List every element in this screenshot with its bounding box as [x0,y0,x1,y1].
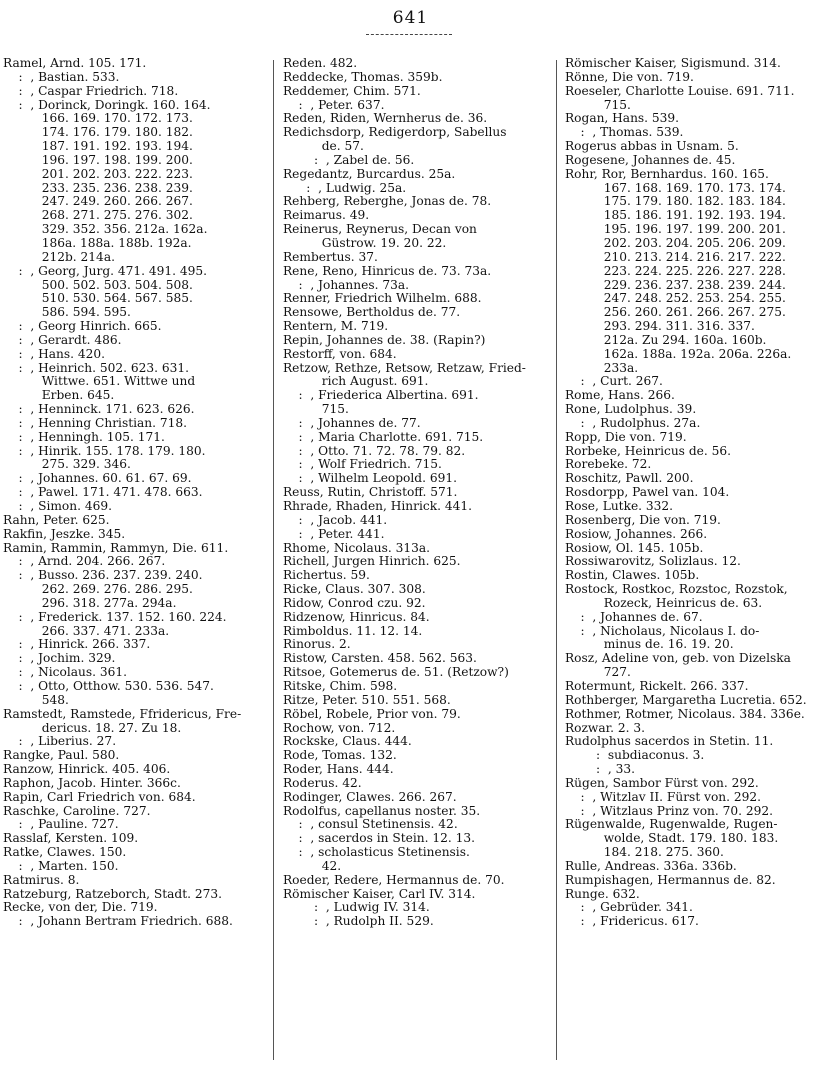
index-entry-line: Rosz, Adeline von, geb. von Dizelska [565,652,791,666]
index-entry-line: minus de. 16. 19. 20. [565,638,734,652]
index-entry-line: 548. [3,693,69,707]
index-entry-line: : , scholasticus Stetinensis. [283,846,470,860]
index-entry-line: rich August. 691. [283,375,429,389]
index-entry-line: Rinorus. 2. [283,638,351,652]
index-entry-line: : , Liberius. 27. [3,735,117,749]
index-entry-line: : , Nicholaus, Nicolaus I. do- [565,624,760,638]
index-entry-line: 296. 318. 277a. 294a. [3,596,177,610]
index-entry-line: : , Busso. 236. 237. 239. 240. [3,569,203,583]
index-entry-line: : , Johannes. 73a. [283,278,409,292]
index-entry-line: Rostin, Clawes. 105b. [565,569,700,583]
index-entry-line: Rosiow, Ol. 145. 105b. [565,541,704,555]
index-entry-line: Ropp, Die von. 719. [565,430,687,444]
index-entry-line: Roderus. 42. [283,776,362,790]
index-entry-line: 187. 191. 192. 193. 194. [3,140,193,154]
index-entry-line: 196. 197. 198. 199. 200. [3,153,193,167]
index-entry-line: Ramstedt, Ramstede, Ffridericus, Fre- [3,707,242,721]
index-entry-line: Rogan, Hans. 539. [565,112,680,126]
index-entry-line: 210. 213. 214. 216. 217. 222. [565,250,786,264]
index-entry-line: Römischer Kaiser, Sigismund. 314. [565,57,781,70]
page-number-rule [366,34,452,35]
index-entry-line: : , Witzlaus Prinz von. 70. 292. [565,804,774,818]
index-entry-line: Regedantz, Burcardus. 25a. [283,167,456,181]
index-entry-line: Rostock, Rostkoc, Rozstoc, Rozstok, [565,583,788,597]
index-entry-line: 715. [565,98,631,112]
index-entry-line: : , Johannes. 60. 61. 67. 69. [3,472,192,486]
index-entry-line: : , Johannes de. 77. [283,416,421,430]
index-entry-line: : , Fridericus. 617. [565,915,699,929]
index-entry-line: : , Ludwig. 25a. [283,181,407,195]
index-entry-line: 715. [283,403,349,417]
index-entry-line: de. 57. [283,140,364,154]
index-entry-line: : , Simon. 469. [3,500,112,513]
index-entry-line: Ristow, Carsten. 458. 562. 563. [283,652,477,666]
index-entry-line: 266. 337. 471. 233a. [3,624,170,638]
index-entry-line: Runge. 632. [565,887,640,901]
index-entry-line: Rudolphus sacerdos in Stetin. 11. [565,735,774,749]
index-entry-line: : , sacerdos in Stein. 12. 13. [283,832,475,846]
index-entry-line: Richell, Jurgen Hinrich. 625. [283,555,461,569]
index-entry-line: Rehberg, Reberghe, Jonas de. 78. [283,195,492,209]
index-entry-line: Rossiwarovitz, Solizlaus. 12. [565,555,741,569]
index-entry-line: : , Johann Bertram Friedrich. 688. [3,915,233,929]
index-entry-line: Reden. 482. [283,57,358,70]
index-entry-line: Ramel, Arnd. 105. 171. [3,57,147,70]
index-entry-line: Reddecke, Thomas. 359b. [283,70,443,84]
index-entry-line: Rodinger, Clawes. 266. 267. [283,790,457,804]
index-entry-line: Ritsoe, Gotemerus de. 51. (Retzow?) [283,666,509,680]
index-entry-line: : , Zabel de. 56. [283,153,415,167]
index-entry-line: : subdiaconus. 3. [565,749,705,763]
index-entry-line: Reinerus, Reynerus, Decan von [283,223,477,237]
index-entry-line: : , 33. [565,763,635,777]
index-entry-line: Rembertus. 37. [283,250,378,264]
index-entry-line: Roschitz, Pawll. 200. [565,472,694,486]
index-entry-line: : , Nicolaus. 361. [3,666,127,680]
index-entry-line: 233a. [565,361,639,375]
index-entry-line: : , Peter. 637. [283,98,385,112]
index-entry-line: Rorbeke, Heinricus de. 56. [565,444,731,458]
index-entry-line: : , Rudolph II. 529. [283,915,434,929]
index-entry-line: : , Henningh. 105. 171. [3,430,165,444]
index-entry-line: : , Gerardt. 486. [3,333,122,347]
index-entry-line: Rentern, M. 719. [283,320,389,334]
index-entry-line: 262. 269. 276. 286. 295. [3,583,193,597]
index-entry-line: : , Gebrüder. 341. [565,901,693,915]
index-entry-line: Rensowe, Bertholdus de. 77. [283,306,461,320]
index-entry-line: 510. 530. 564. 567. 585. [3,292,193,306]
index-entry-line: Roeder, Redere, Hermannus de. 70. [283,873,505,887]
index-entry-line: : , Henning Christian. 718. [3,416,188,430]
index-entry-line: Rosiow, Johannes. 266. [565,527,708,541]
index-entry-line: : , consul Stetinensis. 42. [283,818,458,832]
index-entry-line: : , Caspar Friedrich. 718. [3,84,179,98]
index-entry-line: Rügen, Sambor Fürst von. 292. [565,776,759,790]
index-entry-line: : , Thomas. 539. [565,126,684,140]
index-entry-line: Ridow, Conrod czu. 92. [283,596,426,610]
index-entry-line: Rapin, Carl Friedrich von. 684. [3,790,196,804]
index-entry-line: Erben. 645. [3,389,115,403]
index-entry-line: Rangke, Paul. 580. [3,749,120,763]
index-entry-line: 201. 202. 203. 222. 223. [3,167,193,181]
index-entry-line: : , Wilhelm Leopold. 691. [283,472,457,486]
index-entry-line: Ramin, Rammin, Rammyn, Die. 611. [3,541,229,555]
index-entry-line: : , Hans. 420. [3,347,105,361]
column-divider [556,60,557,1060]
index-entry-line: 256. 260. 261. 266. 267. 275. [565,306,786,320]
index-entry-line: Renner, Friedrich Wilhelm. 688. [283,292,482,306]
index-entry-line: Repin, Johannes de. 38. (Rapin?) [283,333,486,347]
index-entry-line: Ritze, Peter. 510. 551. 568. [283,693,451,707]
index-entry-line: Ricke, Claus. 307. 308. [283,583,426,597]
index-entry-line: : , Maria Charlotte. 691. 715. [283,430,484,444]
index-entry-line: Recke, von der, Die. 719. [3,901,158,915]
index-entry-line: Güstrow. 19. 20. 22. [283,236,447,250]
index-entry-line: 727. [565,666,631,680]
index-column-1 [3,57,261,929]
index-entry-line: Rügenwalde, Rugenwalde, Rugen- [565,818,778,832]
index-entry-line: Rahn, Peter. 625. [3,513,110,527]
index-entry-line: 174. 176. 179. 180. 182. [3,126,193,140]
index-entry-line: : , Georg, Jurg. 471. 491. 495. [3,264,208,278]
index-entry-line: : , Otto. 71. 72. 78. 79. 82. [283,444,466,458]
index-entry-line: Reddemer, Chim. 571. [283,84,421,98]
index-entry-line: 329. 352. 356. 212a. 162a. [3,223,208,237]
index-entry-line: : , Heinrich. 502. 623. 631. [3,361,189,375]
index-entry-line: 233. 235. 236. 238. 239. [3,181,193,195]
index-entry-line: Roeseler, Charlotte Louise. 691. 711. [565,84,795,98]
index-entry-line: Ratke, Clawes. 150. [3,846,127,860]
index-entry-line: Rhome, Nicolaus. 313a. [283,541,431,555]
index-entry-line: Rose, Lutke. 332. [565,500,674,513]
index-entry-line: Rozwar. 2. 3. [565,721,645,735]
index-entry-line: Ritske, Chim. 598. [283,679,398,693]
index-entry-line: dericus. 18. 27. Zu 18. [3,721,182,735]
index-entry-line: : , Jochim. 329. [3,652,116,666]
index-entry-line: : , Pauline. 727. [3,818,119,832]
index-entry-line: Rodolfus, capellanus noster. 35. [283,804,481,818]
index-entry-line: 167. 168. 169. 170. 173. 174. [565,181,786,195]
index-entry-line: : , Arnd. 204. 266. 267. [3,555,166,569]
index-entry-line: Rotermunt, Rickelt. 266. 337. [565,679,749,693]
index-entry-line: 275. 329. 346. [3,458,131,472]
index-entry-line: Reden, Riden, Wernherus de. 36. [283,112,488,126]
index-entry-line: 195. 196. 197. 199. 200. 201. [565,223,786,237]
index-entry-line: Rimboldus. 11. 12. 14. [283,624,423,638]
index-entry-line: 184. 218. 275. 360. [565,846,724,860]
index-entry-line: Ratzeburg, Ratzeborch, Stadt. 273. [3,887,223,901]
index-entry-line: Reuss, Rutin, Christoff. 571. [283,486,458,500]
index-entry-line: Rene, Reno, Hinricus de. 73. 73a. [283,264,492,278]
index-entry-line: Rakfin, Jeszke. 345. [3,527,126,541]
index-entry-line: Ratmirus. 8. [3,873,80,887]
index-entry-line: 162a. 188a. 192a. 206a. 226a. [565,347,792,361]
index-entry-line: : , Henninck. 171. 623. 626. [3,403,195,417]
index-entry-line: Retzow, Rethze, Retsow, Retzaw, Fried- [283,361,526,375]
index-entry-line: Rome, Hans. 266. [565,389,675,403]
index-entry-line: Restorff, von. 684. [283,347,397,361]
index-entry-line: Wittwe. 651. Wittwe und [3,375,196,389]
index-entry-line: 186a. 188a. 188b. 192a. [3,236,192,250]
index-entry-line: Rode, Tomas. 132. [283,749,397,763]
index-entry-line: : , Witzlav II. Fürst von. 292. [565,790,762,804]
index-entry-line: : , Georg Hinrich. 665. [3,320,162,334]
index-entry-line: 185. 186. 191. 192. 193. 194. [565,209,786,223]
index-entry-line: : , Pawel. 171. 471. 478. 663. [3,486,203,500]
index-entry-line: Richertus. 59. [283,569,370,583]
index-entry-line: : , Ludwig IV. 314. [283,901,430,915]
index-entry-line: : , Curt. 267. [565,375,663,389]
index-entry-line: Rasslaf, Kersten. 109. [3,832,139,846]
index-entry-line: Rothmer, Rotmer, Nicolaus. 384. 336e. [565,707,805,721]
index-entry-line: : , Jacob. 441. [283,513,388,527]
index-entry-line: : , Hinrick. 266. 337. [3,638,151,652]
index-entry-line: 212b. 214a. [3,250,115,264]
index-entry-line: Rumpishagen, Hermannus de. 82. [565,873,776,887]
index-entry-line: Rulle, Andreas. 336a. 336b. [565,859,737,873]
index-entry-line: 202. 203. 204. 205. 206. 209. [565,236,786,250]
index-entry-line: 223. 224. 225. 226. 227. 228. [565,264,786,278]
index-entry-line: Rockske, Claus. 444. [283,735,412,749]
column-divider [273,60,274,1060]
index-entry-line: Reimarus. 49. [283,209,370,223]
index-entry-line: Römischer Kaiser, Carl IV. 314. [283,887,476,901]
index-entry-line: : , Marten. 150. [3,859,119,873]
index-entry-line: 166. 169. 170. 172. 173. [3,112,193,126]
index-entry-line: wolde, Stadt. 179. 180. 183. [565,832,779,846]
index-entry-line: Ridzenow, Hinricus. 84. [283,610,430,624]
index-entry-line: 293. 294. 311. 316. 337. [565,320,755,334]
index-entry-line: Raschke, Caroline. 727. [3,804,151,818]
index-entry-line: : , Rudolphus. 27a. [565,416,701,430]
index-entry-line: 247. 248. 252. 253. 254. 255. [565,292,786,306]
index-entry-line: Rogesene, Johannes de. 45. [565,153,736,167]
index-entry-line: Raphon, Jacob. Hinter. 366c. [3,776,181,790]
index-entry-line: 500. 502. 503. 504. 508. [3,278,193,292]
index-entry-line: Roder, Hans. 444. [283,763,394,777]
index-entry-line: 268. 271. 275. 276. 302. [3,209,193,223]
index-entry-line: 586. 594. 595. [3,306,131,320]
index-entry-line: : , Johannes de. 67. [565,610,703,624]
index-entry-line: Rozeck, Heinricus de. 63. [565,596,763,610]
index-entry-line: : , Peter. 441. [283,527,385,541]
index-column-3 [565,57,815,929]
index-entry-line: Rhrade, Rhaden, Hinrick. 441. [283,500,472,513]
index-entry-line: 229. 236. 237. 238. 239. 244. [565,278,786,292]
index-entry-line: : , Otto, Otthow. 530. 536. 547. [3,679,214,693]
index-entry-line: Rogerus abbas in Usnam. 5. [565,140,739,154]
index-entry-line: : , Wolf Friedrich. 715. [283,458,442,472]
index-column-2 [283,57,533,929]
index-entry-line: Rone, Ludolphus. 39. [565,403,697,417]
index-entry-line: Ranzow, Hinrick. 405. 406. [3,763,171,777]
index-entry-line: Röbel, Robele, Prior von. 79. [283,707,461,721]
index-entry-line: 175. 179. 180. 182. 183. 184. [565,195,786,209]
index-entry-line: : , Bastian. 533. [3,70,120,84]
index-entry-line: : , Frederick. 137. 152. 160. 224. [3,610,227,624]
index-entry-line: Redichsdorp, Redigerdorp, Sabellus [283,126,507,140]
index-entry-line: Rochow, von. 712. [283,721,396,735]
index-entry-line: 42. [283,859,342,873]
index-entry-line: 212a. Zu 294. 160a. 160b. [565,333,767,347]
index-entry-line: Rohr, Ror, Bernhardus. 160. 165. [565,167,769,181]
index-entry-line: Rorebeke. 72. [565,458,652,472]
index-entry-line: Rosdorpp, Pawel van. 104. [565,486,730,500]
index-entry-line: : , Friederica Albertina. 691. [283,389,479,403]
index-entry-line: Rothberger, Margaretha Lucretia. 652. [565,693,807,707]
index-entry-line: Rönne, Die von. 719. [565,70,694,84]
index-entry-line: : , Hinrik. 155. 178. 179. 180. [3,444,206,458]
index-entry-line: 247. 249. 260. 266. 267. [3,195,193,209]
index-entry-line: : , Dorinck, Doringk. 160. 164. [3,98,211,112]
page-number: 641 [392,8,429,28]
index-entry-line: Rosenberg, Die von. 719. [565,513,721,527]
